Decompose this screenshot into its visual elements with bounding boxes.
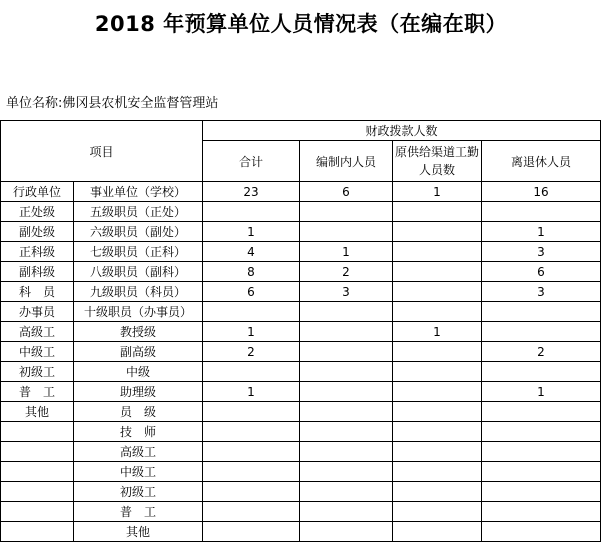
cell-total: 1 bbox=[203, 382, 300, 402]
personnel-table bbox=[0, 120, 601, 542]
cell-staff bbox=[300, 422, 393, 442]
cell-original bbox=[393, 202, 482, 222]
cell-total bbox=[203, 482, 300, 502]
cell-c2: 技 师 bbox=[74, 422, 203, 442]
cell-c1: 副科级 bbox=[1, 262, 74, 282]
header-item: 项目 bbox=[1, 121, 203, 182]
table-row bbox=[1, 442, 601, 462]
table-row bbox=[1, 302, 601, 322]
cell-original bbox=[393, 482, 482, 502]
cell-retired bbox=[482, 462, 601, 482]
cell-total bbox=[203, 502, 300, 522]
cell-retired bbox=[482, 322, 601, 342]
table-row bbox=[1, 502, 601, 522]
cell-retired: 16 bbox=[482, 182, 601, 202]
cell-c1 bbox=[1, 482, 74, 502]
cell-c1 bbox=[1, 422, 74, 442]
cell-c2: 八级职员（副科） bbox=[74, 262, 203, 282]
cell-c1: 办事员 bbox=[1, 302, 74, 322]
cell-retired: 1 bbox=[482, 382, 601, 402]
cell-c1: 正科级 bbox=[1, 242, 74, 262]
cell-total: 4 bbox=[203, 242, 300, 262]
cell-c2: 中级工 bbox=[74, 462, 203, 482]
cell-retired bbox=[482, 402, 601, 422]
cell-total bbox=[203, 422, 300, 442]
cell-c1: 副处级 bbox=[1, 222, 74, 242]
cell-c1 bbox=[1, 462, 74, 482]
cell-c1: 其他 bbox=[1, 402, 74, 422]
cell-staff bbox=[300, 502, 393, 522]
cell-retired bbox=[482, 482, 601, 502]
cell-total bbox=[203, 442, 300, 462]
unit-name: 佛冈县农机安全监督管理站 bbox=[62, 96, 219, 111]
cell-original bbox=[393, 502, 482, 522]
page-title: 2018 年预算单位人员情况表（在编在职） bbox=[94, 12, 508, 36]
table-row bbox=[1, 362, 601, 382]
cell-retired bbox=[482, 442, 601, 462]
cell-staff bbox=[300, 482, 393, 502]
cell-total bbox=[203, 362, 300, 382]
cell-original bbox=[393, 422, 482, 442]
table-row bbox=[1, 382, 601, 402]
cell-c2: 助理级 bbox=[74, 382, 203, 402]
cell-staff: 1 bbox=[300, 242, 393, 262]
table-row bbox=[1, 182, 601, 202]
cell-staff bbox=[300, 522, 393, 542]
unit-name-line bbox=[6, 92, 218, 111]
cell-c2: 高级工 bbox=[74, 442, 203, 462]
header-total: 合计 bbox=[203, 141, 300, 182]
header-original: 原供给渠道工勤人员数 bbox=[393, 141, 482, 182]
header-retired: 离退休人员 bbox=[482, 141, 601, 182]
table-row bbox=[1, 462, 601, 482]
header-row-1 bbox=[1, 121, 601, 141]
cell-c2: 六级职员（副处） bbox=[74, 222, 203, 242]
unit-label: 单位名称: bbox=[6, 96, 63, 111]
cell-original bbox=[393, 222, 482, 242]
table-row bbox=[1, 242, 601, 262]
cell-c2: 副高级 bbox=[74, 342, 203, 362]
cell-staff bbox=[300, 442, 393, 462]
cell-original: 1 bbox=[393, 182, 482, 202]
table-row bbox=[1, 282, 601, 302]
cell-staff bbox=[300, 462, 393, 482]
cell-c2: 事业单位（学校） bbox=[74, 182, 203, 202]
cell-c2: 十级职员（办事员） bbox=[74, 302, 203, 322]
cell-c2: 员 级 bbox=[74, 402, 203, 422]
cell-c2: 其他 bbox=[74, 522, 203, 542]
table-row bbox=[1, 262, 601, 282]
cell-original bbox=[393, 522, 482, 542]
table-row bbox=[1, 482, 601, 502]
table-row bbox=[1, 342, 601, 362]
table-row bbox=[1, 322, 601, 342]
cell-retired: 1 bbox=[482, 222, 601, 242]
cell-total: 2 bbox=[203, 342, 300, 362]
table-row bbox=[1, 202, 601, 222]
cell-retired: 6 bbox=[482, 262, 601, 282]
table-row bbox=[1, 222, 601, 242]
table-row bbox=[1, 402, 601, 422]
cell-original bbox=[393, 242, 482, 262]
table-row bbox=[1, 422, 601, 442]
cell-staff bbox=[300, 202, 393, 222]
cell-total bbox=[203, 522, 300, 542]
cell-original bbox=[393, 382, 482, 402]
cell-retired bbox=[482, 302, 601, 322]
cell-c1 bbox=[1, 522, 74, 542]
cell-staff: 6 bbox=[300, 182, 393, 202]
cell-retired bbox=[482, 422, 601, 442]
cell-retired bbox=[482, 502, 601, 522]
cell-total bbox=[203, 302, 300, 322]
cell-c1: 正处级 bbox=[1, 202, 74, 222]
cell-retired: 3 bbox=[482, 242, 601, 262]
cell-c1: 科 员 bbox=[1, 282, 74, 302]
cell-c1: 行政单位 bbox=[1, 182, 74, 202]
cell-c2: 五级职员（正处） bbox=[74, 202, 203, 222]
cell-c2: 九级职员（科员） bbox=[74, 282, 203, 302]
cell-c1: 普 工 bbox=[1, 382, 74, 402]
header-finance-group: 财政拨款人数 bbox=[203, 121, 601, 141]
cell-c1: 中级工 bbox=[1, 342, 74, 362]
cell-retired bbox=[482, 522, 601, 542]
cell-c1: 高级工 bbox=[1, 322, 74, 342]
cell-retired: 3 bbox=[482, 282, 601, 302]
cell-original bbox=[393, 342, 482, 362]
cell-staff bbox=[300, 302, 393, 322]
cell-total: 8 bbox=[203, 262, 300, 282]
cell-staff bbox=[300, 322, 393, 342]
header-staff: 编制内人员 bbox=[300, 141, 393, 182]
cell-retired bbox=[482, 362, 601, 382]
cell-staff bbox=[300, 382, 393, 402]
cell-total: 1 bbox=[203, 322, 300, 342]
table-row bbox=[1, 522, 601, 542]
cell-staff bbox=[300, 362, 393, 382]
cell-c1 bbox=[1, 442, 74, 462]
cell-original bbox=[393, 442, 482, 462]
cell-staff bbox=[300, 342, 393, 362]
cell-total: 6 bbox=[203, 282, 300, 302]
cell-original bbox=[393, 302, 482, 322]
cell-c1 bbox=[1, 502, 74, 522]
cell-staff: 3 bbox=[300, 282, 393, 302]
cell-retired: 2 bbox=[482, 342, 601, 362]
cell-total bbox=[203, 462, 300, 482]
cell-original bbox=[393, 402, 482, 422]
cell-staff: 2 bbox=[300, 262, 393, 282]
cell-original bbox=[393, 282, 482, 302]
cell-original: 1 bbox=[393, 322, 482, 342]
cell-original bbox=[393, 262, 482, 282]
cell-c1: 初级工 bbox=[1, 362, 74, 382]
cell-c2: 初级工 bbox=[74, 482, 203, 502]
cell-total bbox=[203, 202, 300, 222]
cell-c2: 七级职员（正科） bbox=[74, 242, 203, 262]
cell-c2: 普 工 bbox=[74, 502, 203, 522]
cell-c2: 中级 bbox=[74, 362, 203, 382]
cell-staff bbox=[300, 402, 393, 422]
cell-total: 1 bbox=[203, 222, 300, 242]
cell-total: 23 bbox=[203, 182, 300, 202]
cell-c2: 教授级 bbox=[74, 322, 203, 342]
cell-original bbox=[393, 462, 482, 482]
cell-retired bbox=[482, 202, 601, 222]
cell-original bbox=[393, 362, 482, 382]
cell-total bbox=[203, 402, 300, 422]
cell-staff bbox=[300, 222, 393, 242]
